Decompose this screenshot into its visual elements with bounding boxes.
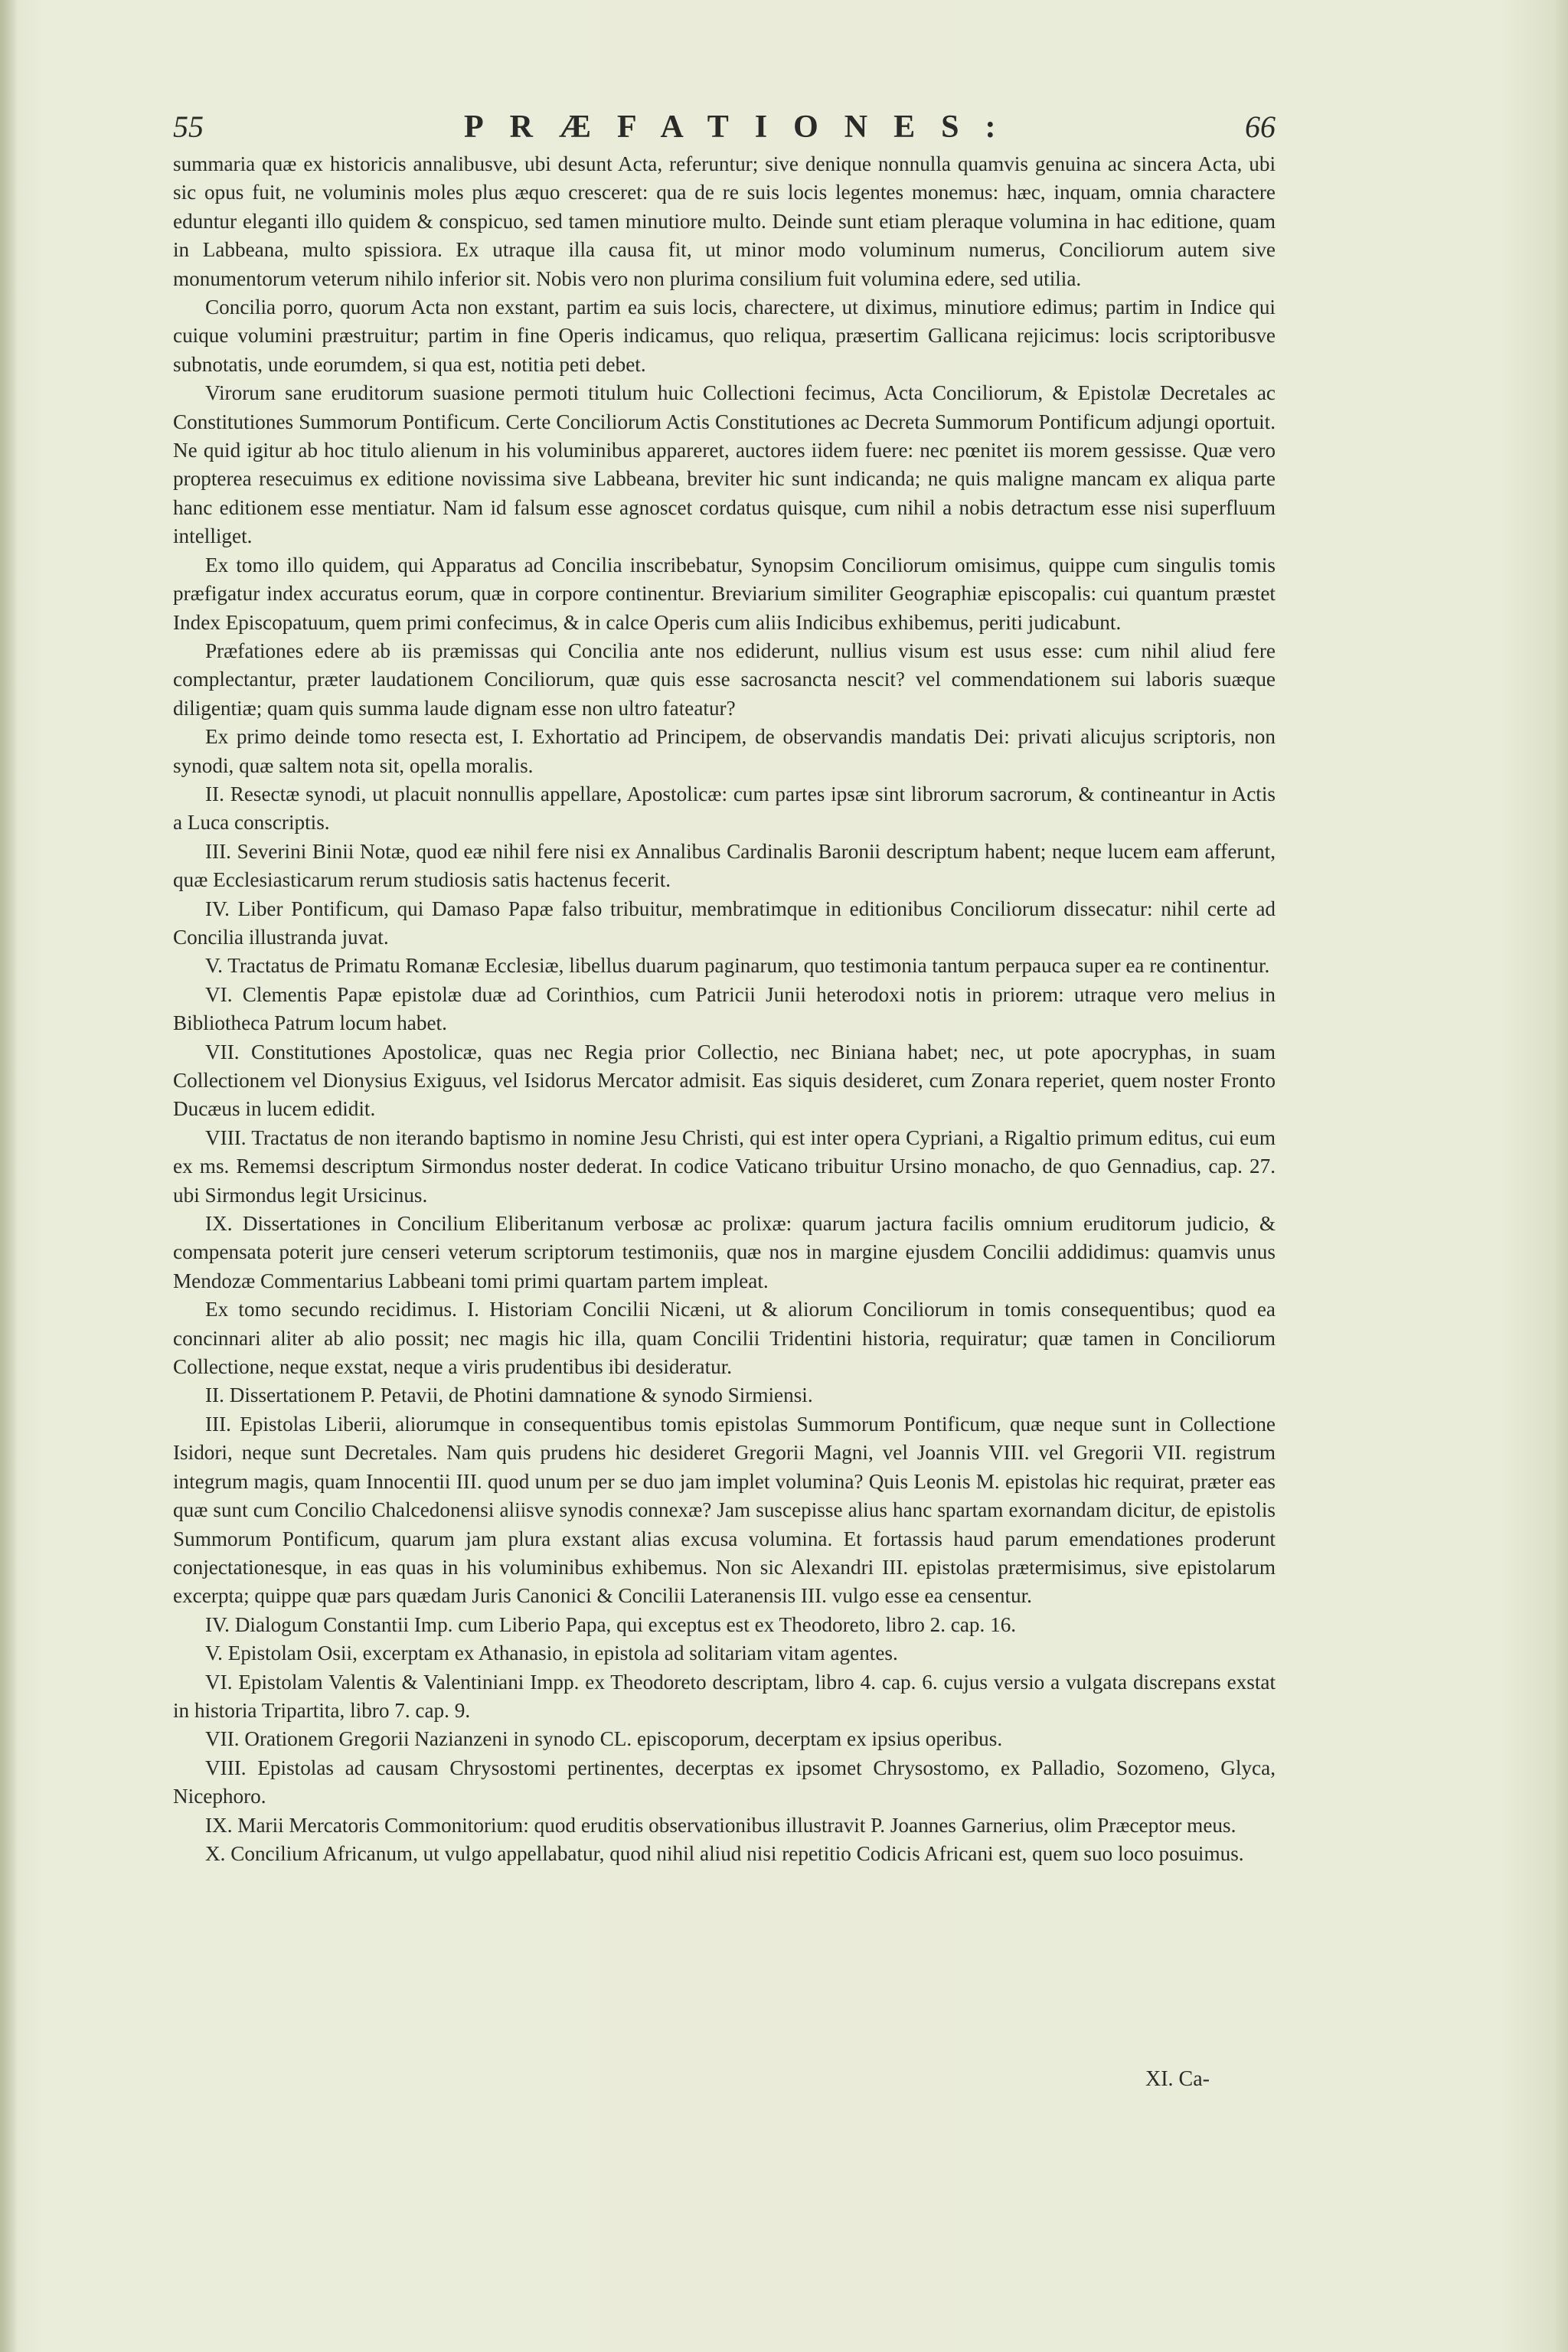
paragraph: Ex tomo secundo recidimus. I. Historiam Concilii Nicæni, ut & aliorum Conciliorum in tomis consequentibus; quod ea concinnari aliter ab alio possit; nec magis hic illa, quam Concilii Tridentini historia, requiratur; quæ tamen in Conciliorum Collectione, neque exstat, neque a viris prudentibus ibi desideratur. [173,1298,1276,1379]
paragraph: III. Severini Binii Notæ, quod eæ nihil fere nisi ex Annalibus Cardinalis Baronii descriptum habent; neque lucem eam afferunt, quæ Ecclesiasticarum rerum studiosis satis hactenus fecerit. [173,839,1276,892]
paragraph: VIII. Tractatus de non iterando baptismo in nomine Jesu Christi, qui est inter opera Cypriani, a Rigaltio primum editus, cui eum ex ms. Rememsi descriptum Sirmondus noster dederat. In codice Vaticano tribuitur Ursino monacho, de quo Gennadius, cap. 27. ubi Sirmondus legit Ursicinus. [173,1125,1276,1207]
paragraph: X. Concilium Africanum, ut vulgo appellabatur, quod nihil aliud nisi repetitio Codicis Africani est, quem suo loco posuimus. [205,1841,1244,1865]
paragraph: VII. Constitutiones Apostolicæ, quas nec Regia prior Collectio, nec Biniana habet; nec, ut pote apocryphas, in suam Collectionem vel Dionysius Exiguus, vel Isidorus Mercator admisit. Eas siquis desideret, cum Zonara reperiet, quem noster Fronto Ducæus in lucem edidit. [173,1040,1276,1121]
page-header [173,109,1276,155]
paragraph: Virorum sane eruditorum suasione permoti titulum huic Collectioni fecimus, Acta Conciliorum, & Epistolæ Decretales ac Constitutiones Summorum Pontificum. Certe Conciliorum Actis Constitutiones ac Decreta Summorum Pontificum adjungi oportuit. Ne quid igitur ab hoc titulo alienum in his voluminibus appareret, auctores iidem fuere: nec pœnitet iis morem gessisse. Quæ vero propterea resecuimus ex editione novissima sive Labbeana, breviter hic sunt indicanda; ne quis maligne mancam ex aliqua parte hanc editionem esse mentiatur. Nam id falsum esse agnoscet cordatus quisque, cum nihil a nobis detractum esse nisi superfluum intelliget. [173,381,1276,548]
paragraph: Concilia porro, quorum Acta non exstant, partim ea suis locis, charectere, ut diximus, minutiore edimus; partim in Indice qui cuique volumini præstruitur; partim in fine Operis indicamus, quo reliqua, præsertim Gallicana rejicimus: locis scriptoribusve subnotatis, unde eorumdem, si qua est, notitia peti debet. [173,296,1276,376]
folio-number-right: 66 [1245,109,1276,144]
paragraph: IX. Marii Mercatoris Commonitorium: quod eruditis observationibus illustravit P. Joannes Garnerius, olim Præceptor meus. [205,1813,1236,1837]
paragraph: Ex primo deinde tomo resecta est, I. Exhortatio ad Principem, de observandis mandatis Dei: privati alicujus scriptoris, non synodi, quæ saltem nota sit, opella moralis. [173,725,1276,777]
binding-shadow [0,0,17,2352]
paragraph: VI. Epistolam Valentis & Valentiniani Impp. ex Theodoreto descriptam, libro 4. cap. 6. cujus versio a vulgata discrepans exstat in historia Tripartita, libro 7. cap. 9. [173,1670,1276,1722]
paragraph: VI. Clementis Papæ epistolæ duæ ad Corinthios, cum Patricii Junii heterodoxi notis in priorem: utraque vero melius in Bibliotheca Patrum locum habet. [173,982,1276,1035]
paragraph: II. Resectæ synodi, ut placuit nonnullis appellare, Apostolicæ: cum partes ipsæ sint librorum sacrorum, & contineantur in Actis a Luca conscriptis. [173,782,1276,835]
paragraph: III. Epistolas Liberii, aliorumque in consequentibus tomis epistolas Summorum Pontificum, quæ neque sunt in Collectione Isidori, neque sunt Decretales. Nam quis prudens hic desideret Gregorii Magni, vel Joannis VIII. vel Gregorii VII. registrum integrum magis, quam Innocentii III. quod unum per se duo jam implet volumina? Quis Leonis M. epistolas hic requirat, præter eas quæ sunt cum Concilio Chalcedonensi aliisve synodis connexæ? Jam suscepisse alius hanc spartam exornandam dicitur, de epistolis Summorum Pontificum, quarum jam plura exstant alias excusa volumina. Et fortassis haud parum emendationes proderunt conjectationesque, in eas quas in his voluminibus exhibemus. Non sic Alexandri III. epistolas prætermisimus, sive epistolarum excerpta; quippe quæ pars quædam Juris Canonici & Concilii Lateranensis III. vulgo esse ea censentur. [173,1412,1276,1608]
paragraph: V. Epistolam Osii, excerptam ex Athanasio, in epistola ad solitariam vitam agentes. [205,1642,898,1665]
paragraph: IV. Liber Pontificum, qui Damaso Papæ falso tribuitur, membratimque in editionibus Conciliorum dissecatur: nihil certe ad Concilia illustranda juvat. [173,897,1276,949]
paragraph: VIII. Epistolas ad causam Chrysostomi pertinentes, decerptas ex ipsomet Chrysostomo, ex Palladio, Sozomeno, Glyca, Nicephoro. [173,1756,1276,1808]
paragraph: VII. Orationem Gregorii Nazianzeni in synodo CL. episcoporum, decerptam ex ipsius operibus. [205,1727,1003,1751]
catchword: XI. Ca- [1145,2067,1210,2091]
paragraph: V. Tractatus de Primatu Romanæ Ecclesiæ, libellus duarum paginarum, quo testimonia tantum perpauca super ea re continentur. [205,954,1270,978]
page-body-text [173,150,1276,1868]
paragraph: Ex tomo illo quidem, qui Apparatus ad Concilia inscribebatur, Synopsim Conciliorum omisimus, quippe cum singulis tomis præfigatur index accuratus eorum, quæ in corpore continentur. Breviarium similiter Geographiæ episcopalis: cui quantum præstet Index Episcopatuum, quem primi confecimus, & in calce Operis cum aliis Indicibus exhibemus, periti judicabunt. [173,553,1276,634]
paragraph: summaria quæ ex historicis annalibusve, ubi desunt Acta, referuntur; sive denique nonnulla quamvis genuina ac sincera Acta, ubi sic opus fuit, ne voluminis moles plus æquo cresceret: qua de re suis locis legentes monemus: hæc, inquam, omnia charactere eduntur eleganti illo quidem & conspicuo, sed tamen minutiore multo. Deinde sunt etiam pleraque volumina in hac editione, quam in Labbeana, multo spissiora. Ex utraque illa causa fit, ut minor modo voluminum numerus, Conciliorum autem sive monumentorum veterum nihilo inferior sit. Nobis vero non plurima consilium fuit volumina edere, sed utilia. [173,152,1276,290]
paragraph: IX. Dissertationes in Concilium Eliberitanum verbosæ ac prolixæ: quarum jactura facilis omnium eruditorum judicio, & compensata poterit jure censeri veterum scriptorum testimoniis, quæ nos in margine ejusdem Concilii addidimus: quamvis unus Mendozæ Commentarius Labbeani tomi primi quartam partem impleat. [173,1212,1276,1292]
paragraph: II. Dissertationem P. Petavii, de Photini damnatione & synodo Sirmiensi. [205,1383,813,1407]
folio-number-left: 55 [173,109,204,144]
paragraph: IV. Dialogum Constantii Imp. cum Liberio Papa, qui exceptus est ex Theodoreto, libro 2. cap. 16. [205,1612,1017,1636]
running-title: PRÆFATIONES: [464,109,1022,145]
paragraph: Præfationes edere ab iis præmissas qui Concilia ante nos ediderunt, nullius visum est usus esse: cum nihil aliud fere complectantur, præter laudationem Conciliorum, quæ quis esse sacrosancta nescit? vel commendationem sui laboris suæque diligentiæ; quam quis summa laude dignam esse non ultro fateatur? [173,639,1276,720]
